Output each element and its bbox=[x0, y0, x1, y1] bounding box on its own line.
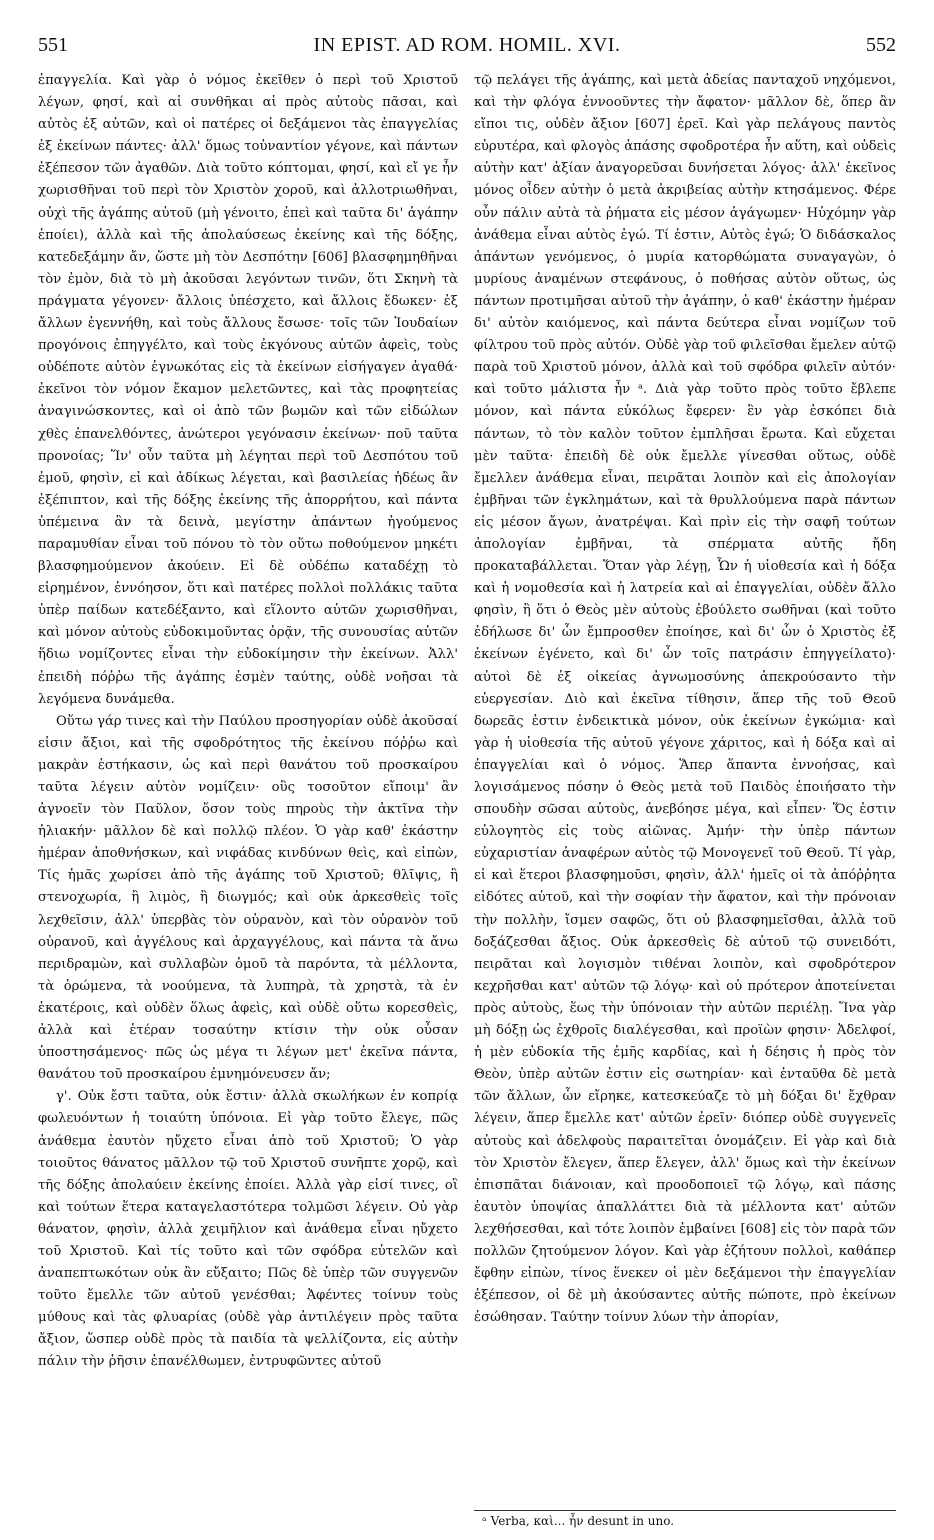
page-number-left: 551 bbox=[38, 34, 68, 56]
running-header bbox=[38, 34, 896, 60]
footnote-text: Verba, καὶ... ἦν desunt in uno. bbox=[490, 1514, 675, 1528]
left-paragraph-3: γ'. Οὐκ ἔστι ταῦτα, οὐκ ἔστιν· ἀλλὰ σκωλήκων ἐν κοπρίᾳ φωλευόντων ἡ τοιαύτη ὑπόνοια. Εἰ γὰρ τοῦτο ἔλεγε, πῶς ἀνάθεμα ἑαυτὸν ηὔχετο εἶναι ἀπὸ τοῦ Χριστοῦ; Ὁ γὰρ τοιοῦτος θάνατος μᾶλλον τῷ τοῦ Χριστοῦ συνῆπτε χορῷ, καὶ τῆς δόξης ἀπολαύειν ἐκείνης ἐποίει. Ἀλλὰ γὰρ εἰσί τινες, οἳ καὶ τούτων ἕτερα καταγελαστότερα τολμῶσι λέγειν. Οὐ γὰρ θάνατον, φησὶν, ἀλλὰ χειμῆλιον καὶ ἀνάθεμα εἶναι ηὔχετο τοῦ Χριστοῦ. Καὶ τίς τοῦτο καὶ τῶν σφόδρα εὐτελῶν καὶ ἀναπεπτωκότων οὐκ ἂν εὔξαιτο; Πῶς δὲ ὑπὲρ τῶν συγγενῶν τοῦτο ἔμελλε τῶν αὐτοῦ γενέσθαι; Ἀφέντες τοίνυν τοὺς μύθους καὶ τὰς φλυαρίας (οὐδὲ γὰρ ἀντιλέγειν πρὸς ταῦτα ἄξιον, ὥσπερ οὐδὲ πρὸς τὰ παιδία τὰ ψελλίζοντα, εἰς αὐτὴν πάλιν τὴν ῥῆσιν ἐπανέλθωμεν, ἐντρυφῶντες αὐτοῦ bbox=[38, 1089, 458, 1370]
right-paragraph-1: τῷ πελάγει τῆς ἀγάπης, καὶ μετὰ ἀδείας πανταχοῦ νηχόμενοι, καὶ τὴν φλόγα ἐννοοῦντες τὴν ἄφατον· μᾶλλον δὲ, ὅπερ ἂν εἴποι τις, οὐδὲν ἄξιον [607] ἐρεῖ. Καὶ γὰρ πελάγους παντὸς εὐρυτέρα, καὶ φλογὸς ἁπάσης σφοδροτέρα ἦν αὕτη, καὶ οὐδεὶς αὐτὴν κατ' ἀξίαν ἀναγορεῦσαι δυνήσεται λόγος· ἀλλ' ἐκεῖνος μόνος οἶδεν αὐτὴν ὁ μετὰ ἀκριβείας αὐτὴν κτησάμενος. Φέρε οὖν πάλιν αὐτὰ τὰ ῥήματα εἰς μέσον ἀγάγωμεν· Ηὐχόμην γὰρ ἀνάθεμα εἶναι αὐτὸς ἐγώ. Τί ἐστιν, Αὐτὸς ἐγώ; Ὁ διδάσκαλος ἁπάντων γενόμενος, ὁ μυρία κατορθώματα συναγαγὼν, ὁ μυρίους ἀναμένων στεφάνους, ὁ ποθήσας αὐτὸν οὕτως, ὡς πάντων προτιμῆσαι αὐτοῦ τὴν ἀγάπην, ὁ καθ' ἑκάστην ἡμέραν δι' αὐτὸν καιόμενος, καὶ πάντα δεύτερα εἶναι νομίζων τοῦ φίλτρου τοῦ πρὸς αὐτόν. Οὐδὲ γὰρ τοῦ φιλεῖσθαι ἔμελεν αὐτῷ παρὰ τοῦ Χριστοῦ μόνον, ἀλλὰ καὶ τοῦ σφόδρα φιλεῖν αὐτόν· καὶ τοῦτο μάλιστα ἦν ᵃ. Διὰ γὰρ τοῦτο πρὸς τοῦτο ἔβλεπε μόνον, καὶ πάντα εὐκόλως ἔφερεν· ἓν γὰρ ἐσκόπει διὰ πάντων, τὸ τὸν καλὸν τοῦτον ἐμπλῆσαι ἔρωτα. Καὶ εὔχεται μὲν ταῦτα· ἐπειδὴ δὲ οὐκ ἔμελλε γίνεσθαι οὕτως, οὐδὲ ἔμελλεν ἀνάθεμα εἶναι, πειρᾶται λοιπὸν καὶ εἰς ἀπολογίαν ἐμβῆναι τῶν ἐγκλημάτων, καὶ τὰ θρυλλούμενα παρὰ πάντων εἰς μέσον ἄγων, ἀνατρέψαι. Καὶ πρὶν εἰς τὴν σαφῆ τούτων ἀπολογίαν ἐμβῆναι, τὰ σπέρματα αὐτῆς ἤδη προκαταβάλλεται. Ὅταν γὰρ λέγῃ, Ὧν ἡ υἱοθεσία καὶ ἡ δόξα καὶ ἡ νομοθεσία καὶ ἡ λατρεία καὶ αἱ ἐπαγγελίαι, οὐδὲν ἄλλο φησὶν, ἢ ὅτι ὁ Θεὸς μὲν αὐτοὺς ἐβούλετο σωθῆναι (καὶ τοῦτο ἐδήλωσε δι' ὧν ἔμπροσθεν ἐποίησε, καὶ δι' ὧν ὁ Χριστὸς ἐξ ἐκείνων ἐγένετο, καὶ δι' ὧν τοῖς πατράσιν ἐπηγγείλατο)· αὐτοὶ δὲ ἐξ οἰκείας ἀγνωμοσύνης ἀπεκρούσαντο τὴν εὐεργεσίαν. Διὸ καὶ ἐκεῖνα τίθησιν, ἅπερ τῆς τοῦ Θεοῦ δωρεᾶς ἐστιν ἐνδεικτικὰ μόνον, οὐκ ἐκείνων ἐγκώμια· καὶ γὰρ ἡ υἱοθεσία τῆς αὐτοῦ γέγονε χάριτος, καὶ ἡ δόξα καὶ αἱ ἐπαγγελίαι καὶ ὁ νόμος. Ἅπερ ἅπαντα ἐννοήσας, καὶ λογισάμενος πόσην ὁ Θεὸς μετὰ τοῦ Παιδὸς ἐποιήσατο τὴν σπουδὴν σῶσαι αὐτοὺς, ἀνεβόησε μέγα, καὶ εἶπεν· Ὅς ἐστιν εὐλογητὸς εἰς τοὺς αἰῶνας. Ἀμήν· τὴν ὑπὲρ πάντων εὐχαριστίαν ἀναφέρων αὐτὸς τῷ Μονογενεῖ τοῦ Θεοῦ. Τί γὰρ, εἰ καὶ ἕτεροι βλασφημοῦσι, φησὶν, ἀλλ' ἡμεῖς οἱ τὰ ἀπόῤῥητα εἰδότες αὐτοῦ, καὶ τὴν σοφίαν τὴν ἄφατον, καὶ τὴν πρόνοιαν τὴν πολλὴν, ἴσμεν σαφῶς, ὅτι οὐ βλασφημεῖσθαι, ἀλλὰ τοῦ δοξάζεσθαι ἄξιος. Οὐκ ἀρκεσθεὶς δὲ αὐτοῦ τῷ συνειδότι, πειρᾶται καὶ λογισμὸν τιθέναι λοιπὸν, καὶ σφοδρότερον κεχρῆσθαι κατ' αὐτῶν τῷ λόγῳ· καὶ οὐ πρότερον ἀποτείνεται πρὸς αὐτοὺς, ἕως τὴν ὑπόνοιαν τὴν αὐτῶν περιέλῃ. Ἵνα γὰρ μὴ δόξῃ ὡς ἐχθροῖς διαλέγεσθαι, καὶ προϊὼν φησιν· Ἀδελφοί, ἡ μὲν εὐδοκία τῆς ἐμῆς καρδίας, καὶ ἡ δέησις ἡ πρὸς τὸν Θεὸν, ὑπὲρ αὐτῶν ἐστιν εἰς σωτηρίαν· καὶ ἐνταῦθα δὲ μετὰ τῶν ἄλλων, ὧν εἴρηκε, κατεσκεύαζε τὸ μὴ δόξαι δι' ἔχθραν λέγειν, ἅπερ ἔμελλε κατ' αὐτῶν ἐρεῖν· διόπερ οὐδὲ συγγενεῖς αὐτοὺς καὶ ἀδελφοὺς παραιτεῖται ὀνομάζειν. Εἰ γὰρ καὶ διὰ τὸν Χριστὸν ἔλεγεν, ἅπερ ἔλεγεν, ἀλλ' ὅμως καὶ τὴν ἐκείνων ἐπισπᾶται διάνοιαν, καὶ προοδοποιεῖ τῷ λόγῳ, καὶ πάσης ἑαυτὸν ὑποψίας ἀπαλλάττει διὰ τὰ μέλλοντα κατ' αὐτῶν λεχθήσεσθαι, καὶ τότε λοιπὸν ἐμβαίνει [608] εἰς τὸν παρὰ τῶν πολλῶν ζητούμενον λόγον. Καὶ γὰρ ἐζήτουν πολλοὶ, καθάπερ ἔφθην εἰπὼν, τίνος ἕνεκεν οἱ μὲν δεξάμενοι τὴν ἐπαγγελίαν ἐξέπεσον, οἱ δὲ μὴ ἀκούσαντες αὐτῆς πώποτε, πρὸ ἐκείνων ἐσώθησαν. Ταύτην τοίνυν λύων τὴν ἀπορίαν, bbox=[474, 73, 896, 1326]
left-column bbox=[38, 70, 458, 1528]
footnote-marker: ᵃ bbox=[482, 1514, 487, 1528]
left-paragraph-1: ἐπαγγελία. Καὶ γὰρ ὁ νόμος ἐκεῖθεν ὁ περὶ τοῦ Χριστοῦ λέγων, φησί, καὶ αἱ συνθῆκαι αἱ πρὸς αὐτοὺς πᾶσαι, καὶ αὐτὸς ἐξ αὐτῶν, καὶ οἱ πατέρες οἱ δεξάμενοι τὰς ἐπαγγελίας ἐξ ἐκείνων πάντες· ἀλλ' ὅμως τοὐναντίον γέγονε, καὶ πάντων ἐξέπεσον τῶν ἀγαθῶν. Διὰ τοῦτο κόπτομαι, φησί, καὶ εἴ γε ἦν χωρισθῆναι τοῦ περὶ τὸν Χριστὸν χοροῦ, καὶ ἀλλοτριωθῆναι, οὐχὶ τῆς ἀγάπης αὐτοῦ (μὴ γένοιτο, ἐπεὶ καὶ ταῦτα δι' ἀγάπην ἐποίει), ἀλλὰ καὶ τῆς ἀπολαύσεως ἐκείνης καὶ τῆς δόξης, κατεδεξάμην ἄν, ὥστε μὴ τὸν Δεσπότην [606] βλασφημηθῆναι τὸν ἐμὸν, διὰ τὸ μὴ ἀκοῦσαι λεγόντων τινῶν, ὅτι Σκηνὴ τὰ πράγματα γέγονεν· ἄλλοις ὑπέσχετο, καὶ ἄλλοις ἔδωκεν· ἐξ ἄλλων ἐγεννήθη, καὶ τοὺς ἄλλους ἔσωσε· τοῖς τῶν Ἰουδαίων προγόνοις ἐπηγγέλτο, καὶ τοὺς ἐκγόνους αὐτῶν ἀφεὶς, τοὺς οὐδέποτε αὐτὸν ἐγνωκότας εἰς τὰ ἐκείνων εἰσήγαγεν ἀγαθά· ἐκεῖνοι τὸν νόμον ἔκαμον μελετῶντες, καὶ τὰς προφητείας ἀναγινώσκοντες, καὶ οἱ ἀπὸ τῶν βωμῶν καὶ τῶν εἰδώλων χθὲς ἐπανελθόντες, ἀνώτεροι γεγόνασιν ἐκείνων· ποῦ ταῦτα προνοίας; Ἵν' οὖν ταῦτα μὴ λέγηται περὶ τοῦ Δεσπότου τοῦ ἐμοῦ, φησὶν, εἰ καὶ ἀδίκως λέγεται, καὶ βασιλείας ἡδέως ἂν ἐξέπιπτον, καὶ τῆς δόξης ἐκείνης τῆς ἀπορρήτου, καὶ πάντα ὑπέμεινα ἂν τὰ δεινὰ, μεγίστην ἁπάντων ἡγούμενος παραμυθίαν εἶναι τοῦ πόνου τὸ τὸν οὕτω ποθούμενον μηκέτι βλασφημούμενον ἀκούειν. Εἰ δὲ οὐδέπω καταδέχῃ τὸ εἰρημένον, ἐννόησον, ὅτι καὶ πατέρες πολλοὶ πολλάκις ταῦτα ὑπὲρ παίδων κατεδέξαντο, καὶ εἵλοντο αὐτῶν χωρισθῆναι, καὶ μόνον αὐτοὺς εὐδοκιμοῦντας ὁρᾷν, τῆς συνουσίας αὐτῶν ἥδιω νομίζοντες εἶναι τὴν εὐδοκίμησιν τὴν ἐκείνων. Ἀλλ' ἐπειδὴ πόῤῥω τῆς ἀγάπης ἐσμὲν ταύτης, οὐδὲ νοῆσαι τὰ λεγόμενα δυνάμεθα. bbox=[38, 73, 458, 707]
left-paragraph-2: Οὕτω γάρ τινες καὶ τὴν Παύλου προσηγορίαν οὐδὲ ἀκοῦσαί εἰσιν ἄξιοι, καὶ τῆς σφοδρότητος τῆς ἐκείνου πόῤῥω καὶ μακρὰν ἑστήκασιν, ὡς καὶ περὶ θανάτου τοῦ προσκαίρου ταῦτα λέγειν αὐτὸν νομίζειν· οὓς τοσοῦτον εἴποιμ' ἂν ἀγνοεῖν τὸν Παῦλον, ὅσον τοὺς πηροὺς τὴν ἀκτῖνα τὴν ἡλιακήν· μᾶλλον δὲ καὶ πολλῷ πλέον. Ὁ γὰρ καθ' ἑκάστην ἡμέραν ἀποθνήσκων, καὶ νιφάδας κινδύνων θεὶς, καὶ εἰπὼν, Τίς ἡμᾶς χωρίσει ἀπὸ τῆς ἀγάπης τοῦ Χριστοῦ; θλῖψις, ἢ στενοχωρία, ἢ λιμὸς, ἢ διωγμός; καὶ οὐκ ἀρκεσθεὶς τοῖς λεχθεῖσιν, ἀλλ' ὑπερβὰς τὸν οὐρανὸν, καὶ τὸν οὐρανὸν τοῦ οὐρανοῦ, καὶ ἀγγέλους καὶ ἀρχαγγέλους, καὶ πάντα τὰ ἄνω περιδραμὼν, καὶ συλλαβὼν ὁμοῦ τὰ παρόντα, τὰ μέλλοντα, τὰ ὁρώμενα, τὰ νοούμενα, τὰ λυπηρὰ, τὰ χρηστὰ, τὰ ἐν ἑκατέροις, καὶ οὐδὲν ὅλως ἀφεὶς, καὶ οὐδὲ οὕτω κορεσθεὶς, ἀλλὰ καὶ ἑτέραν τοσαύτην κτίσιν τὴν οὐκ οὖσαν ὑποστησάμενος· πῶς ὡς μέγα τι λέγων μετ' ἐκεῖνα πάντα, θανάτου τοῦ προσκαίρου ἐμνημόνευσεν ἄν; bbox=[38, 713, 458, 1083]
right-column bbox=[474, 70, 896, 1528]
running-title: IN EPIST. AD ROM. HOMIL. XVI. bbox=[313, 34, 621, 56]
footnote bbox=[474, 1510, 896, 1529]
page-number-right: 552 bbox=[866, 34, 896, 56]
